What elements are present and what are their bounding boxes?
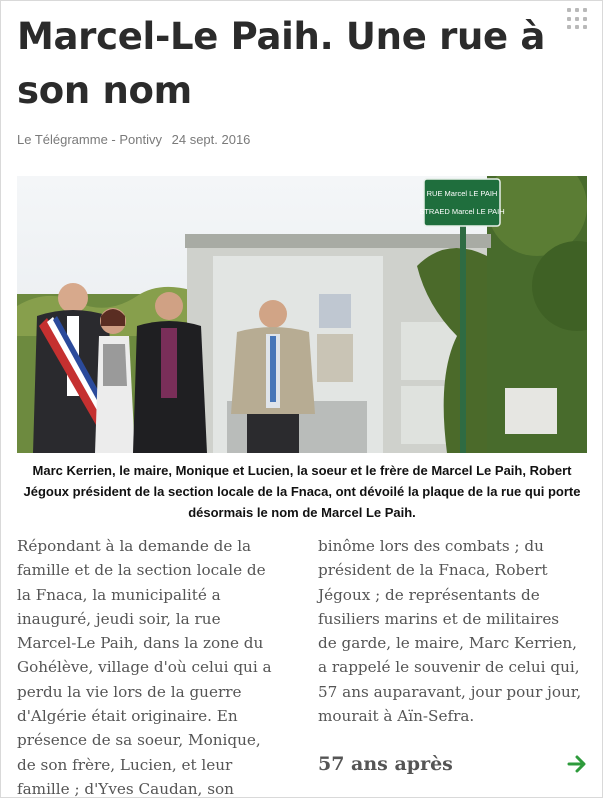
article-body-column-2: binôme lors des combats ; du président de la Fnaca, Robert Jégoux ; de représentants de fusiliers marins et de militaires de garde, le maire, Marc Kerrien, a rappelé le souvenir de celui qui, 57 ans auparavant, jour pour jour, mourait à Aïn-Sefra.	[318, 537, 582, 726]
next-section-title: 57 ans après	[318, 753, 453, 775]
article-title: Marcel-Le Paih. Une rue à son nom	[17, 15, 546, 112]
source-name[interactable]: Le Télégramme - Pontivy	[17, 132, 162, 147]
apps-grid-icon[interactable]	[567, 8, 589, 30]
article-photo	[17, 176, 587, 453]
arrow-right-icon[interactable]	[566, 753, 588, 775]
sign-line-1: RUE Marcel LE PAIH	[426, 189, 498, 198]
photo-illustration	[17, 176, 587, 453]
next-section-link[interactable]	[318, 748, 588, 780]
sign-line-2: STRAED Marcel LE PAIH	[419, 207, 505, 216]
article-body-column-1: Répondant à la demande de la famille et de la section locale de la Fnaca, la municipalité a inauguré, jeudi soir, la rue Marcel-Le Paih, dans la zone du Gohélève, village d'où celui qui a perdu la vie lors de la guerre d'Algérie était originaire. En présence de sa soeur, Monique, de son frère, Lucien, et leur famille ; d'Yves Caudan, son	[17, 537, 272, 798]
byline	[17, 132, 250, 147]
photo-caption: Marc Kerrien, le maire, Monique et Lucien, la soeur et le frère de Marcel Le Paih, Robert Jégoux président de la section locale de la Fnaca, ont dévoilé la plaque de la rue qui porte désormais le nom de Marcel Le Paih.	[23, 463, 581, 520]
publish-date: 24 sept. 2016	[171, 132, 251, 147]
